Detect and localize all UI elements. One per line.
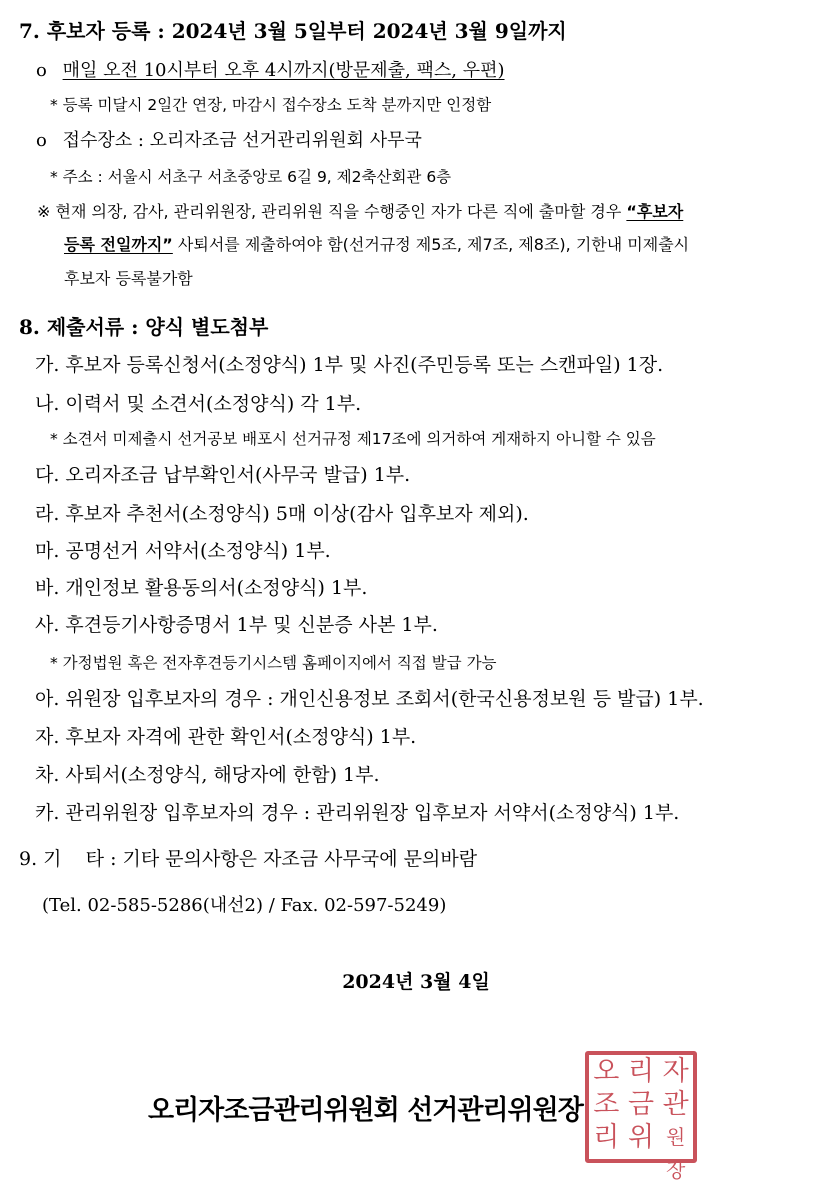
section7-heading: 7. 후보자 등록 : 2024년 3월 5일부터 2024년 3월 9일까지 [19,19,567,43]
issuer-name: 오리자조금관리위원회 선거관리위원장 [148,1095,583,1126]
document-item: 라. 후보자 추천서(소정양식) 5매 이상(감사 입후보자 제외). [35,503,529,525]
remark-text: 사퇴서를 제출하여야 함(선거규정 제5조, 제7조, 제8조), 기한내 미제출시 [172,235,690,254]
seal-char: 관 [662,1089,689,1120]
seal-char: 금 [627,1089,655,1120]
seal-char: 리 [627,1056,655,1087]
remark-text: ※ 현재 의장, 감사, 관리위원장, 관리위원 직을 수행중인 자가 다른 직에 출마할 경우 [37,202,627,221]
document-item: 자. 후보자 자격에 관한 확인서(소정양식) 1부. [35,726,417,748]
document-item: 가. 후보자 등록신청서(소정양식) 1부 및 사진(주민등록 또는 스캔파일) 1장. [35,354,664,376]
notice-date: 2024년 3월 4일 [342,971,490,993]
reception-hours: 매일 오전 10시부터 오후 4시까지(방문제출, 팩스, 우편) [62,60,505,81]
document-note: * 소견서 미제출시 선거공보 배포시 선거규정 제17조에 의거하여 게재하지 아니할 수 있음 [50,430,656,448]
section8-heading: 8. 제출서류 : 양식 별도첨부 [19,315,269,339]
seal-char: 오 [593,1056,620,1087]
remark-emphasis: 등록 전일까지” [64,235,173,254]
section7-remark-line1 [37,199,683,222]
section7-bullet1 [36,56,505,82]
reception-place: 접수장소 : 오리자조금 선거관리위원회 사무국 [62,130,422,151]
section7-remark-line3: 후보자 등록불가함 [64,269,193,288]
document-item: 아. 위원장 입후보자의 경우 : 개인신용정보 조회서(한국신용정보원 등 발급) 1부. [35,688,704,710]
contact-line: (Tel. 02-585-5286(내선2) / Fax. 02-597-5249) [42,895,447,916]
document-item: 사. 후견등기사항증명서 1부 및 신분증 사본 1부. [35,614,438,636]
seal-char: 원장 [666,1125,686,1182]
section9-heading: 9. 기 타 : 기타 문의사항은 자조금 사무국에 문의바람 [19,848,478,870]
document-item: 마. 공명선거 서약서(소정양식) 1부. [35,540,331,562]
bullet-marker: o [36,60,47,81]
document-note: * 가정법원 혹은 전자후견등기시스템 홈페이지에서 직접 발급 가능 [50,654,497,672]
document-item: 나. 이력서 및 소견서(소정양식) 각 1부. [35,393,362,415]
remark-emphasis: “후보자 [626,202,684,221]
document-item: 차. 사퇴서(소정양식, 해당자에 한함) 1부. [35,764,380,786]
seal-char: 조 [593,1089,620,1120]
seal-char: 위 [627,1122,655,1153]
section7-bullet2 [36,126,422,152]
seal-char: 자 [662,1056,689,1087]
document-item: 바. 개인정보 활용동의서(소정양식) 1부. [35,577,368,599]
section7-remark-line2 [64,232,689,255]
bullet-marker: o [36,130,47,151]
document-item: 카. 관리위원장 입후보자의 경우 : 관리위원장 입후보자 서약서(소정양식) 1부. [35,802,680,824]
official-seal [585,1051,697,1182]
seal-char: 리 [593,1122,620,1153]
section7-note2: * 주소 : 서울시 서초구 서초중앙로 6길 9, 제2축산회관 6층 [50,168,452,186]
document-item: 다. 오리자조금 납부확인서(사무국 발급) 1부. [35,464,411,486]
section7-note1: * 등록 미달시 2일간 연장, 마감시 접수장소 도착 분까지만 인정함 [50,96,492,114]
